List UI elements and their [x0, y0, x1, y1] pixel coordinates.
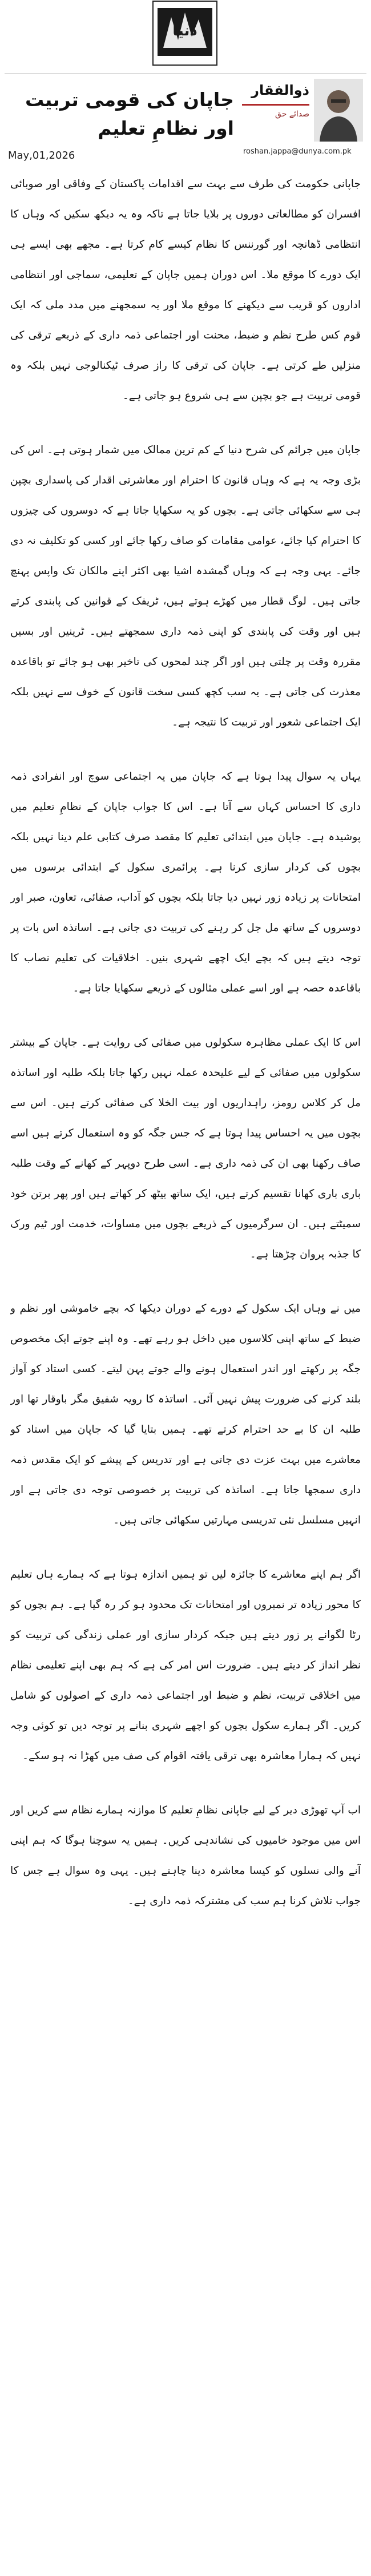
- article-paragraph: جاپانی حکومت کی طرف سے بہت سے اقدامات پاکستان کے وفاقی اور صوبائی افسران کو مطالعاتی دوروں پر بلایا جاتا ہے تاکہ وہ یہ دیکھ سکیں کہ وہاں کا انتظامی ڈھانچہ اور گورننس کا نظام کیسے کام کرتا ہے۔ مجھے بھی ایسے ہی ایک دورے کا موقع ملا۔ اس دوران ہمیں جاپان کے تعلیمی، سماجی اور انتظامی اداروں کو قریب سے دیکھنے کا موقع ملا اور یہ سمجھنے میں مدد ملی کہ ایک قوم کس طرح نظم و ضبط، محنت اور اجتماعی ذمہ داری کے ذریعے ترقی کی منزلیں طے کرتی ہے۔ جاپان کی ترقی کا راز صرف ٹیکنالوجی نہیں بلکہ وہ قومی تربیت ہے جو بچپن سے ہی شروع ہو جاتی ہے۔: [10, 178, 361, 402]
- author-block: [243, 79, 363, 164]
- article-paragraph: یہاں یہ سوال پیدا ہوتا ہے کہ جاپان میں یہ اجتماعی سوچ اور انفرادی ذمہ داری کا احساس کہاں سے آتا ہے۔ اس کا جواب جاپان کے نظامِ تعلیم میں پوشیدہ ہے۔ جاپان میں ابتدائی تعلیم کا مقصد صرف کتابی علم دینا نہیں بلکہ بچوں کی کردار سازی کرنا ہے۔ پرائمری سکول کے ابتدائی برسوں میں امتحانات پر زیادہ زور نہیں دیا جاتا بلکہ بچوں کو آداب، صفائی، تعاون، صبر اور دوسروں کے ساتھ مل جل کر رہنے کی تربیت دی جاتی ہے۔ اساتذہ اس بات پر توجہ دیتے ہیں کہ بچے ایک اچھے شہری بنیں۔ اخلاقیات کی تعلیم نصاب کا باقاعدہ حصہ ہے اور اسے عملی مثالوں کے ذریعے سکھایا جاتا ہے۔: [10, 771, 361, 994]
- newspaper-logo: [152, 0, 218, 67]
- author-name: ذوالفقار: [251, 82, 309, 98]
- newspaper-logo-graphic: [152, 0, 218, 67]
- article-paragraph: اب آپ تھوڑی دیر کے لیے جاپانی نظامِ تعلیم کا موازنہ ہمارے نظام سے کریں اور اس میں موجود خامیوں کی نشاندہی کریں۔ ہمیں یہ سوچنا ہوگا کہ ہم اپنی آنے والی نسلوں کو کیسا معاشرہ دینا چاہتے ہیں۔ یہی وہ سوال ہے جس کا جواب تلاش کرنا ہم سب کی مشترکہ ذمہ داری ہے۔: [10, 1804, 361, 1907]
- author-email[interactable]: roshan.jappa@dunya.com.pk: [243, 147, 352, 156]
- author-name-underline: [242, 104, 309, 106]
- article-body: [10, 169, 361, 2566]
- header-divider: [5, 73, 366, 74]
- logo-text: دنیا: [172, 22, 197, 39]
- article-paragraph: میں نے وہاں ایک سکول کے دورے کے دوران دیکھا کہ بچے خاموشی اور نظم و ضبط کے ساتھ اپنی کلاسوں میں داخل ہو رہے تھے۔ وہ اپنے جوتے ایک مخصوص جگہ پر رکھتے اور اندر استعمال ہونے والے جوتے پہن لیتے۔ کسی استاد کو آواز بلند کرنے کی ضرورت پیش نہیں آئی۔ اساتذہ کا رویہ شفیق مگر باوقار تھا اور طلبہ ان کا بے حد احترام کرتے تھے۔ ہمیں بتایا گیا کہ جاپان میں استاد کو معاشرے میں بہت عزت دی جاتی ہے اور تدریس کے پیشے کو ایک مقدس ذمہ داری سمجھا جاتا ہے۔ اساتذہ کی تربیت پر خصوصی توجہ دی جاتی ہے اور انہیں مسلسل نئی تدریسی مہارتیں سکھائی جاتی ہیں۔: [10, 1303, 361, 1526]
- article-title: جاپان کی قومی تربیت اور نظامِ تعلیم: [25, 88, 234, 139]
- article-paragraph: اگر ہم اپنے معاشرے کا جائزہ لیں تو ہمیں اندازہ ہوتا ہے کہ ہمارے ہاں تعلیم کا محور زیادہ تر نمبروں اور امتحانات تک محدود ہو کر رہ گیا ہے۔ ہم بچوں کو رٹا لگوانے پر زور دیتے ہیں جبکہ کردار سازی اور عملی زندگی کی تربیت کو نظر انداز کر دیتے ہیں۔ ضرورت اس امر کی ہے کہ ہم بھی اپنے تعلیمی نظام میں اخلاقی تربیت، نظم و ضبط اور اجتماعی ذمہ داری کے اصولوں کو شامل کریں۔ اگر ہمارے سکول بچوں کو اچھے شہری بنانے پر توجہ دیں تو کوئی وجہ نہیں کہ ہمارا معاشرہ بھی ترقی یافتہ اقوام کی صف میں کھڑا نہ ہو سکے۔: [10, 1569, 361, 1762]
- column-name: صدائے حق: [275, 110, 309, 119]
- article-paragraph: اس کا ایک عملی مظاہرہ سکولوں میں صفائی کی روایت ہے۔ جاپان کے بیشتر سکولوں میں صفائی کے لیے علیحدہ عملہ نہیں رکھا جاتا بلکہ طلبہ اور اساتذہ مل کر کلاس رومز، راہداریوں اور بیت الخلا کی صفائی کرتے ہیں۔ اس سے بچوں میں یہ احساس پیدا ہوتا ہے کہ جس جگہ کو وہ استعمال کرتے ہیں اسے صاف رکھنا بھی ان کی ذمہ داری ہے۔ اسی طرح دوپہر کے کھانے کے وقت طلبہ باری باری کھانا تقسیم کرتے ہیں، ایک ساتھ بیٹھ کر کھاتے ہیں اور پھر برتن خود سمیٹتے ہیں۔ ان سرگرمیوں کے ذریعے بچوں میں مساوات، خدمت اور ٹیم ورک کا جذبہ پروان چڑھتا ہے۔: [10, 1037, 361, 1260]
- author-photo: [314, 79, 363, 142]
- author-avatar-icon: [314, 79, 363, 142]
- article-paragraph: جاپان میں جرائم کی شرح دنیا کے کم ترین ممالک میں شمار ہوتی ہے۔ اس کی بڑی وجہ یہ ہے کہ وہاں قانون کا احترام اور معاشرتی اقدار کی پاسداری بچپن ہی سے سکھائی جاتی ہے۔ بچوں کو یہ سکھایا جاتا ہے کہ دوسروں کی چیزوں کا احترام کیا جائے، عوامی مقامات کو صاف رکھا جائے اور کسی کو تکلیف نہ دی جائے۔ یہی وجہ ہے کہ وہاں گمشدہ اشیا بھی اکثر اپنے مالکان تک واپس پہنچ جاتی ہیں۔ لوگ قطار میں کھڑے ہوتے ہیں، ٹریفک کے قوانین کی پابندی کرتے ہیں اور وقت کی پابندی کو اپنی ذمہ داری سمجھتے ہیں۔ ٹرینیں اور بسیں مقررہ وقت پر چلتی ہیں اور اگر چند لمحوں کی تاخیر بھی ہو جائے تو باقاعدہ معذرت کی جاتی ہے۔ یہ سب کچھ کسی سخت قانون کے خوف سے نہیں بلکہ ایک اجتماعی شعور اور تربیت کا نتیجہ ہے۔: [10, 444, 361, 728]
- publish-date: May,01,2026: [8, 150, 75, 162]
